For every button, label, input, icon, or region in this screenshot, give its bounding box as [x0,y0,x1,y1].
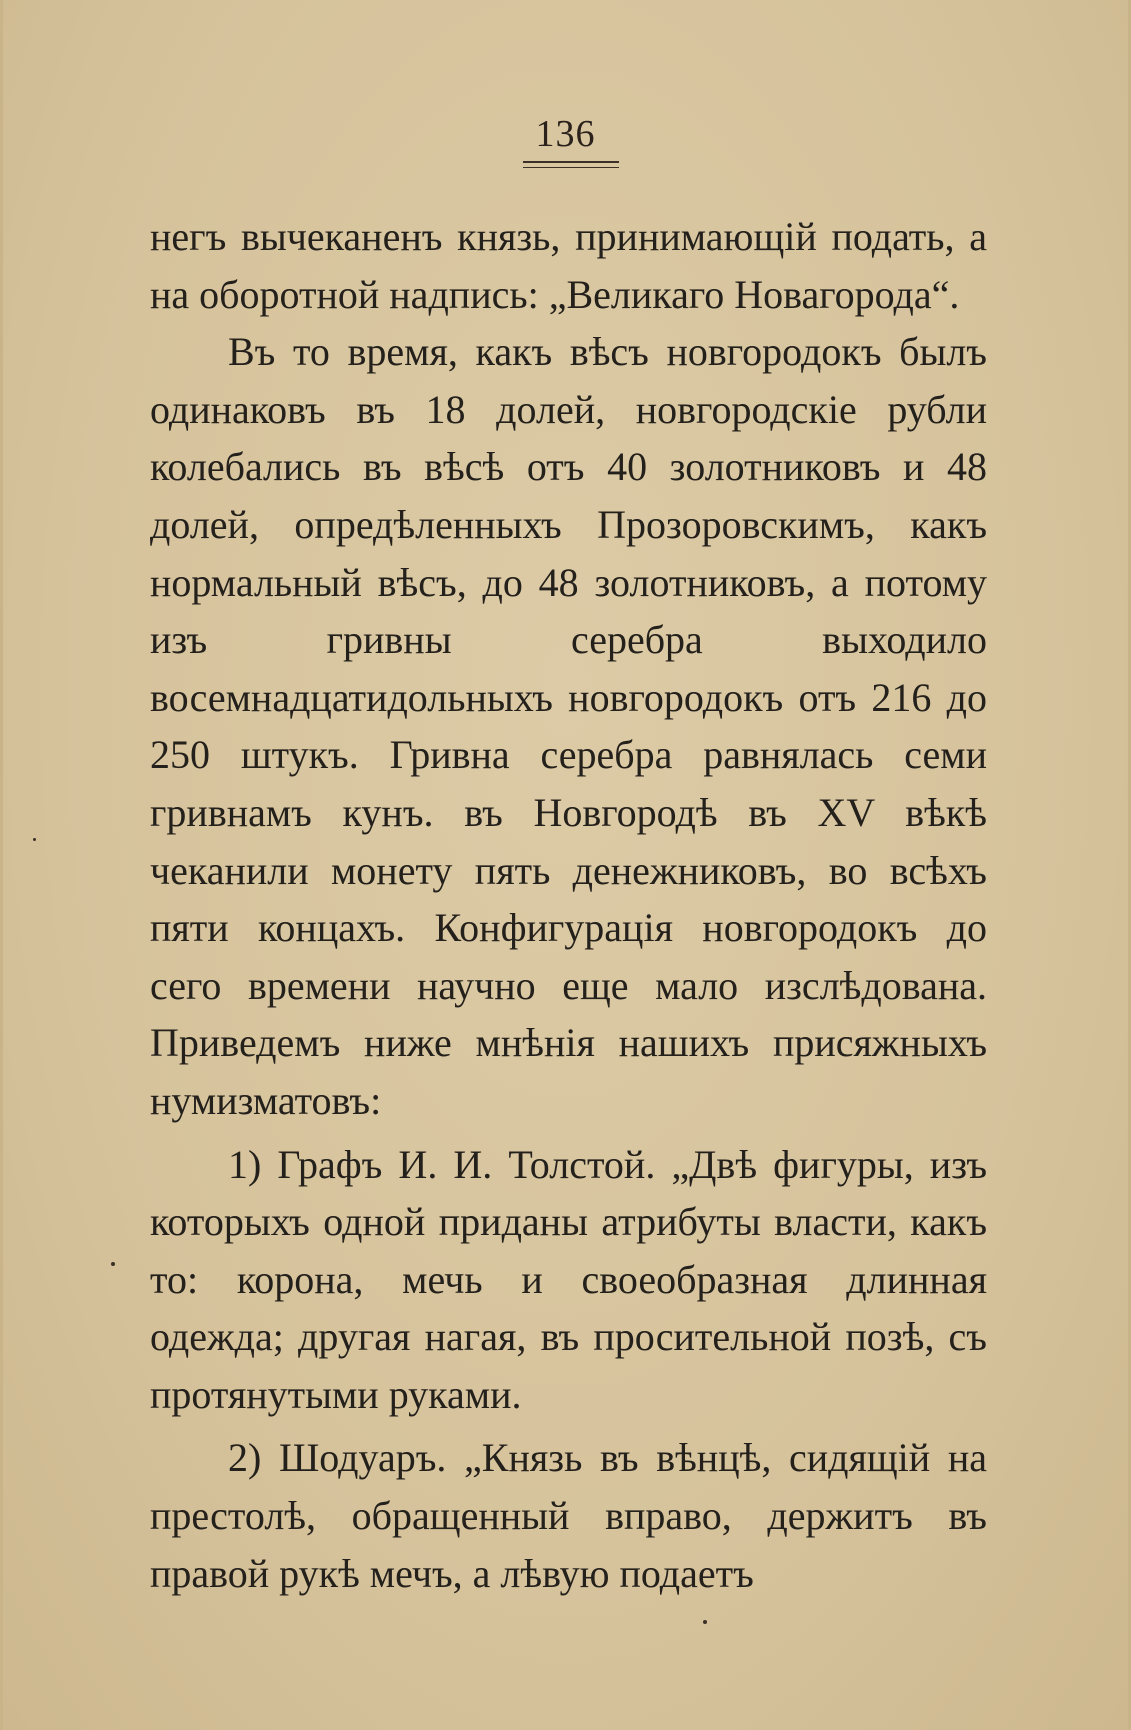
paragraph-weight: Въ то время, какъ вѣсъ новгородокъ былъ одинаковъ въ 18 долей, новгородскіе рубли колебались въ вѣсѣ отъ 40 золотниковъ и 48 долей, опредѣленныхъ Прозоровскимъ, какъ нормальный вѣсъ, до 48 золотниковъ, а потому изъ гривны серебра выходило восемнадцатидольныхъ новгородокъ отъ 216 до 250 штукъ. Гривна серебра равнялась семи гривнамъ кунъ. въ Новгородѣ въ XV вѣкѣ чеканили монету пять денежниковъ, во всѣхъ пяти концахъ. Конфигурація новгородокъ до сего времени научно еще мало изслѣдована. Приведемъ ниже мнѣнія нашихъ присяжныхъ нумизматовъ: [150,329,987,1123]
paragraph-tolstoy: 1) Графъ И. И. Толстой. „Двѣ фигуры, изъ которыхъ одной приданы атрибуты власти, какъ то: корона, мечь и своеобразная длинная одежда; другая нагая, въ просительной позѣ, съ протянутыми руками. [150,1141,987,1417]
body-text [150,208,987,1602]
paragraph-chaudoir: 2) Шодуаръ. „Князь въ вѣнцѣ, сидящій на престолѣ, обращенный вправо, держитъ въ правой рукѣ мечъ, а лѣвую подаетъ [150,1435,987,1596]
page-number: 136 [535,113,596,155]
paper-speck [703,1620,707,1624]
paper-speck [33,838,36,841]
paper-speck [111,1262,115,1266]
page-number-rule [523,161,619,163]
paragraph-continuation: негъ вычеканенъ князь, принимающій подать, а на оборотной надпись: „Великаго Новагорода“. [150,214,987,317]
page-number-rule-thin [523,167,619,168]
